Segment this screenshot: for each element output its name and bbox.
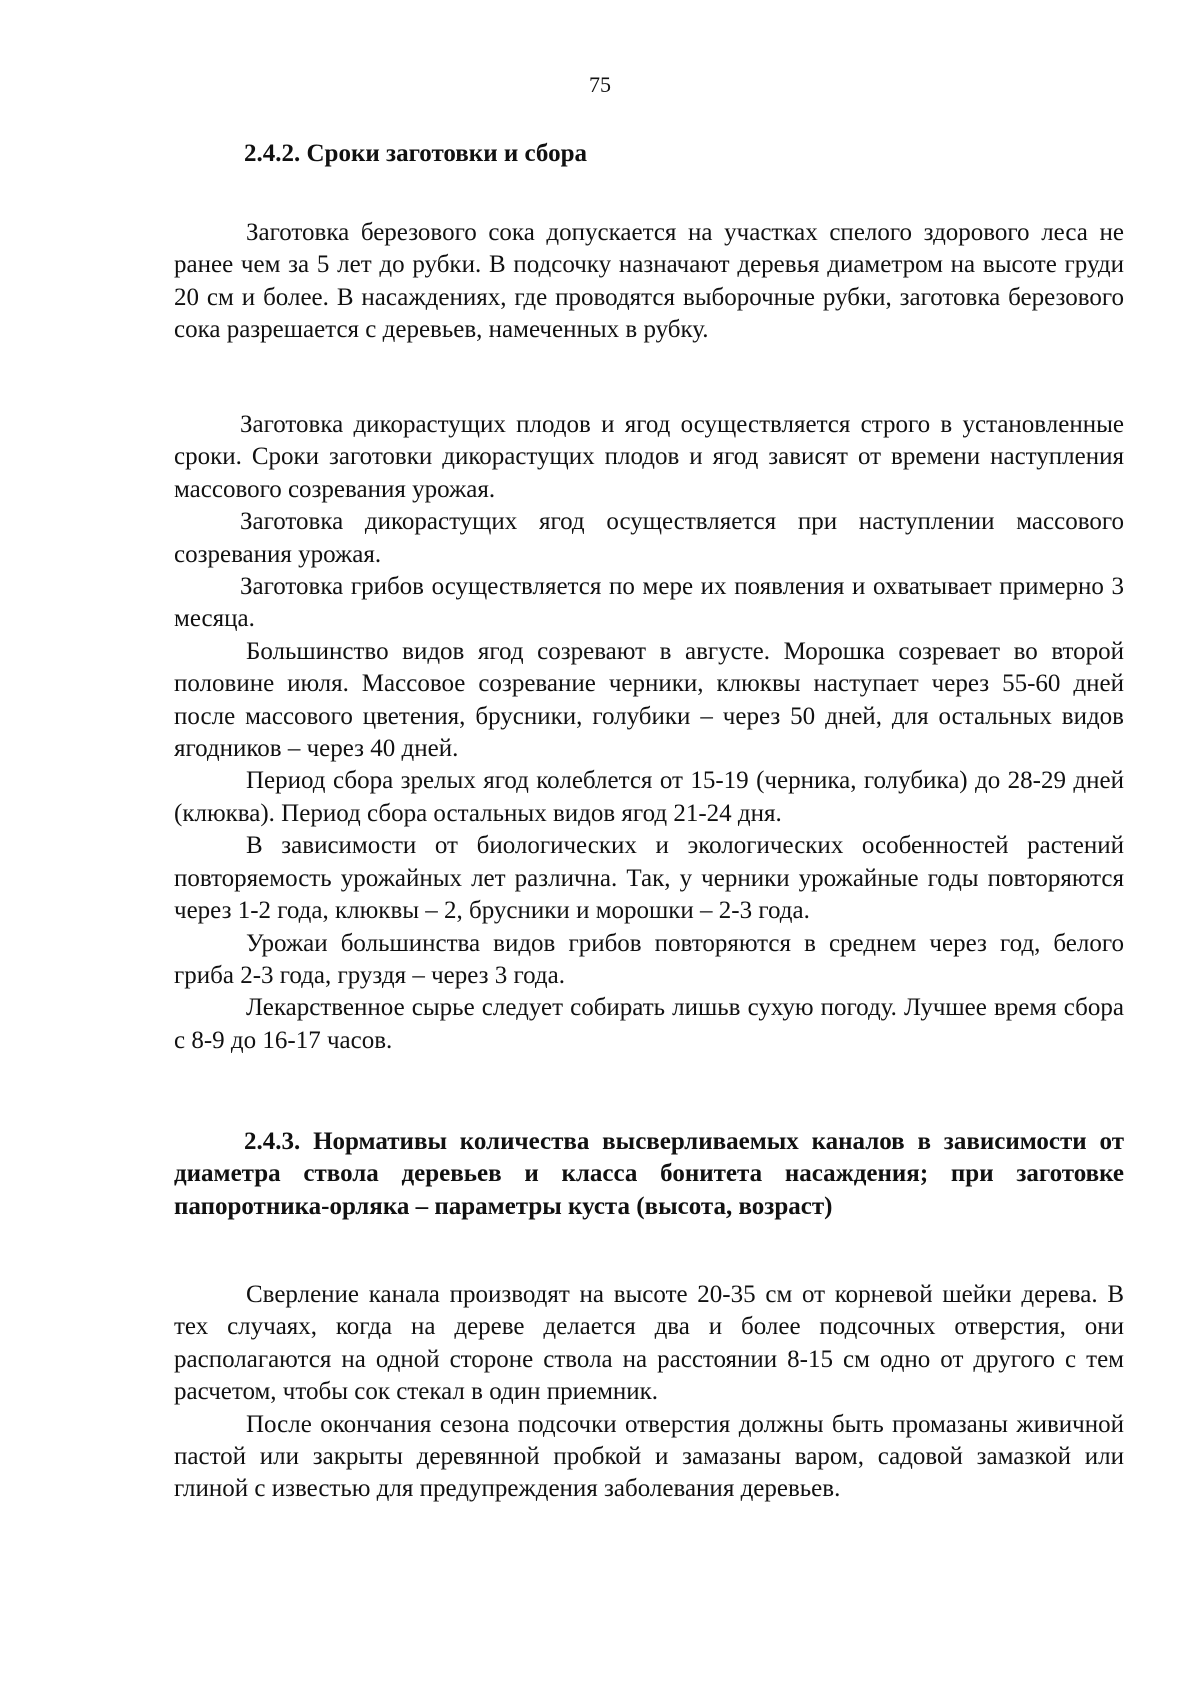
paragraph-mushroom-yields: Урожаи большинства видов грибов повторяются в среднем через год, белого гриба 2-3 года, груздя – через 3 года.: [174, 929, 1124, 989]
paragraph-harvest-period: Период сбора зрелых ягод колеблется от 15-19 (черника, голубика) до 28-29 дней (клюква). Период сбора остальных видов ягод 21-24 дня.: [174, 767, 1124, 827]
section-2-4-2-intro: [174, 217, 1124, 347]
paragraph-wild-fruits: Заготовка дикорастущих плодов и ягод осуществляется строго в установленные сроки. Сроки заготовки дикорастущих плодов и ягод зависят от времени наступления массового созревания урожая.: [174, 411, 1124, 503]
paragraph-drilling: Сверление канала производят на высоте 20-35 см от корневой шейки дерева. В тех случаях, когда на дереве делается два и более подсочных отверстия, они располагаются на одной стороне ствола на расстоянии 8-15 см одно от другого с тем расчетом, чтобы сок стекал в один приемник.: [174, 1281, 1124, 1406]
paragraph-birch-sap: Заготовка березового сока допускается на участках спелого здорового леса не ранее чем за 5 лет до рубки. В подсочку назначают деревья диаметром на высоте груди 20 см и более. В насаждениях, где проводятся выборочные рубки, заготовка березового сока разрешается с деревьев, намеченных в рубку.: [174, 219, 1124, 344]
page-number: 75: [589, 72, 611, 97]
paragraph-wild-berries: Заготовка дикорастущих ягод осуществляется при наступлении массового созревания урожая.: [174, 508, 1124, 568]
paragraph-ripening: Большинство видов ягод созревают в августе. Морошка созревает во второй половине июля. Массовое созревание черники, клюквы наступает через 55-60 дней после массового цветения, брусники, голубики – через 50 дней, для остальных видов ягодников – через 40 дней.: [174, 637, 1124, 763]
paragraph-mushrooms: Заготовка грибов осуществляется по мере их появления и охватывает примерно 3 месяца.: [174, 573, 1124, 633]
paragraph-medicinal: Лекарственное сырье следует собирать лишьв сухую погоду. Лучшее время сбора с 8-9 до 16-17 часов.: [174, 994, 1124, 1054]
paragraph-sealing: После окончания сезона подсочки отверстия должны быть промазаны живичной пастой или закрыты деревянной пробкой и замазаны варом, садовой замазкой или глиной с известью для предупреждения заболевания деревьев.: [174, 1410, 1124, 1503]
section-heading-2-4-3: 2.4.3. Нормативы количества высверливаемых каналов в зависимости от диаметра ствола деревьев и класса бонитета насаждения; при заготовке папоротника-орляка – параметры куста (высота, возраст): [174, 1128, 1124, 1220]
section-2-4-3-body: [174, 1279, 1124, 1506]
paragraph-yield-recurrence: В зависимости от биологических и экологических особенностей растений повторяемость урожайных лет различна. Так, у черники урожайные годы повторяются через 1-2 года, клюквы – 2, брусники и морошки – 2-3 года.: [174, 832, 1124, 925]
section-heading-2-4-2: 2.4.2. Сроки заготовки и сбора: [244, 140, 587, 167]
section-2-4-2-body: [174, 409, 1124, 1057]
